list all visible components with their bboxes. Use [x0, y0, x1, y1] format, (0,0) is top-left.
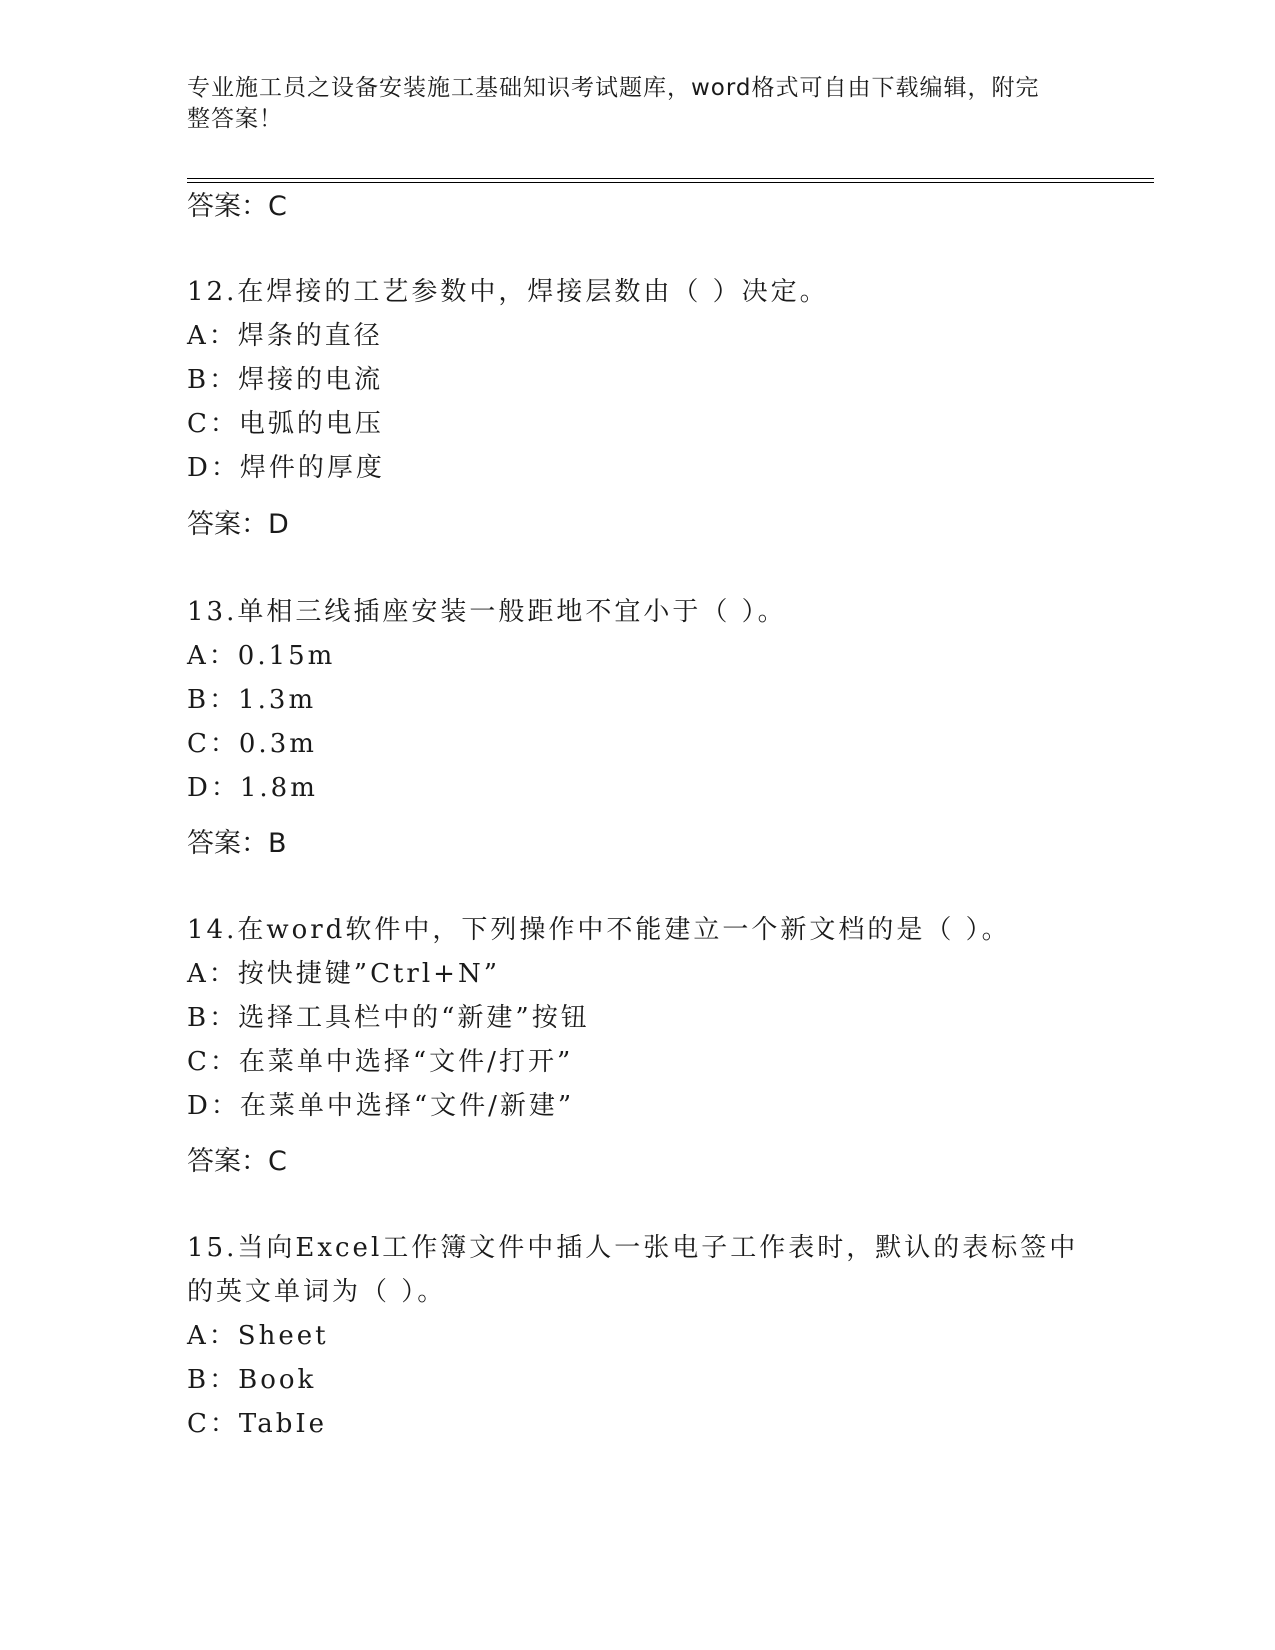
option-b: B：选择工具栏中的“新建”按钮 — [187, 1003, 590, 1033]
document-header — [187, 73, 1067, 135]
option-b: B：焊接的电流 — [187, 365, 384, 395]
answer-11: 答案：C — [187, 191, 287, 222]
option-d: D：在菜单中选择“文件/新建” — [187, 1091, 575, 1121]
question-stem-line-2: 的英文单词为（ ）。 — [187, 1277, 447, 1307]
option-a: A：0.15m — [187, 641, 336, 671]
option-d: D：焊件的厚度 — [187, 453, 385, 483]
option-b: B：1.3m — [187, 685, 317, 715]
question-14 — [187, 908, 1087, 1128]
option-a: A：按快捷键”Ctrl+N” — [187, 959, 500, 989]
option-c: C：TabIe — [187, 1409, 328, 1439]
question-12 — [187, 270, 1087, 490]
question-stem: 13.单相三线插座安装一般距地不宜小于（ ）。 — [187, 597, 787, 627]
answer-12: 答案：D — [187, 509, 289, 540]
question-stem-line-1: 15.当向Excel工作簿文件中插人一张电子工作表时，默认的表标签中 — [187, 1233, 1079, 1263]
option-c: C：在菜单中选择“文件/打开” — [187, 1047, 574, 1077]
option-c: C：0.3m — [187, 729, 317, 759]
header-line-1: 专业施工员之设备安装施工基础知识考试题库，word格式可自由下载编辑，附完 — [187, 75, 1040, 101]
answer-13: 答案：B — [187, 828, 287, 859]
option-a: A：Sheet — [187, 1321, 329, 1351]
question-stem: 12.在焊接的工艺参数中，焊接层数由（ ）决定。 — [187, 277, 829, 307]
header-rule-bottom — [187, 182, 1154, 183]
header-line-2: 整答案！ — [187, 106, 283, 132]
option-b: B：Book — [187, 1365, 317, 1395]
question-15 — [187, 1226, 1087, 1446]
option-c: C：电弧的电压 — [187, 409, 384, 439]
question-13 — [187, 590, 1087, 810]
option-a: A：焊条的直径 — [187, 321, 383, 351]
header-rule-top — [187, 178, 1154, 179]
answer-14: 答案：C — [187, 1146, 287, 1177]
option-d: D：1.8m — [187, 773, 318, 803]
question-stem: 14.在word软件中，下列操作中不能建立一个新文档的是（ ）。 — [187, 915, 1011, 945]
